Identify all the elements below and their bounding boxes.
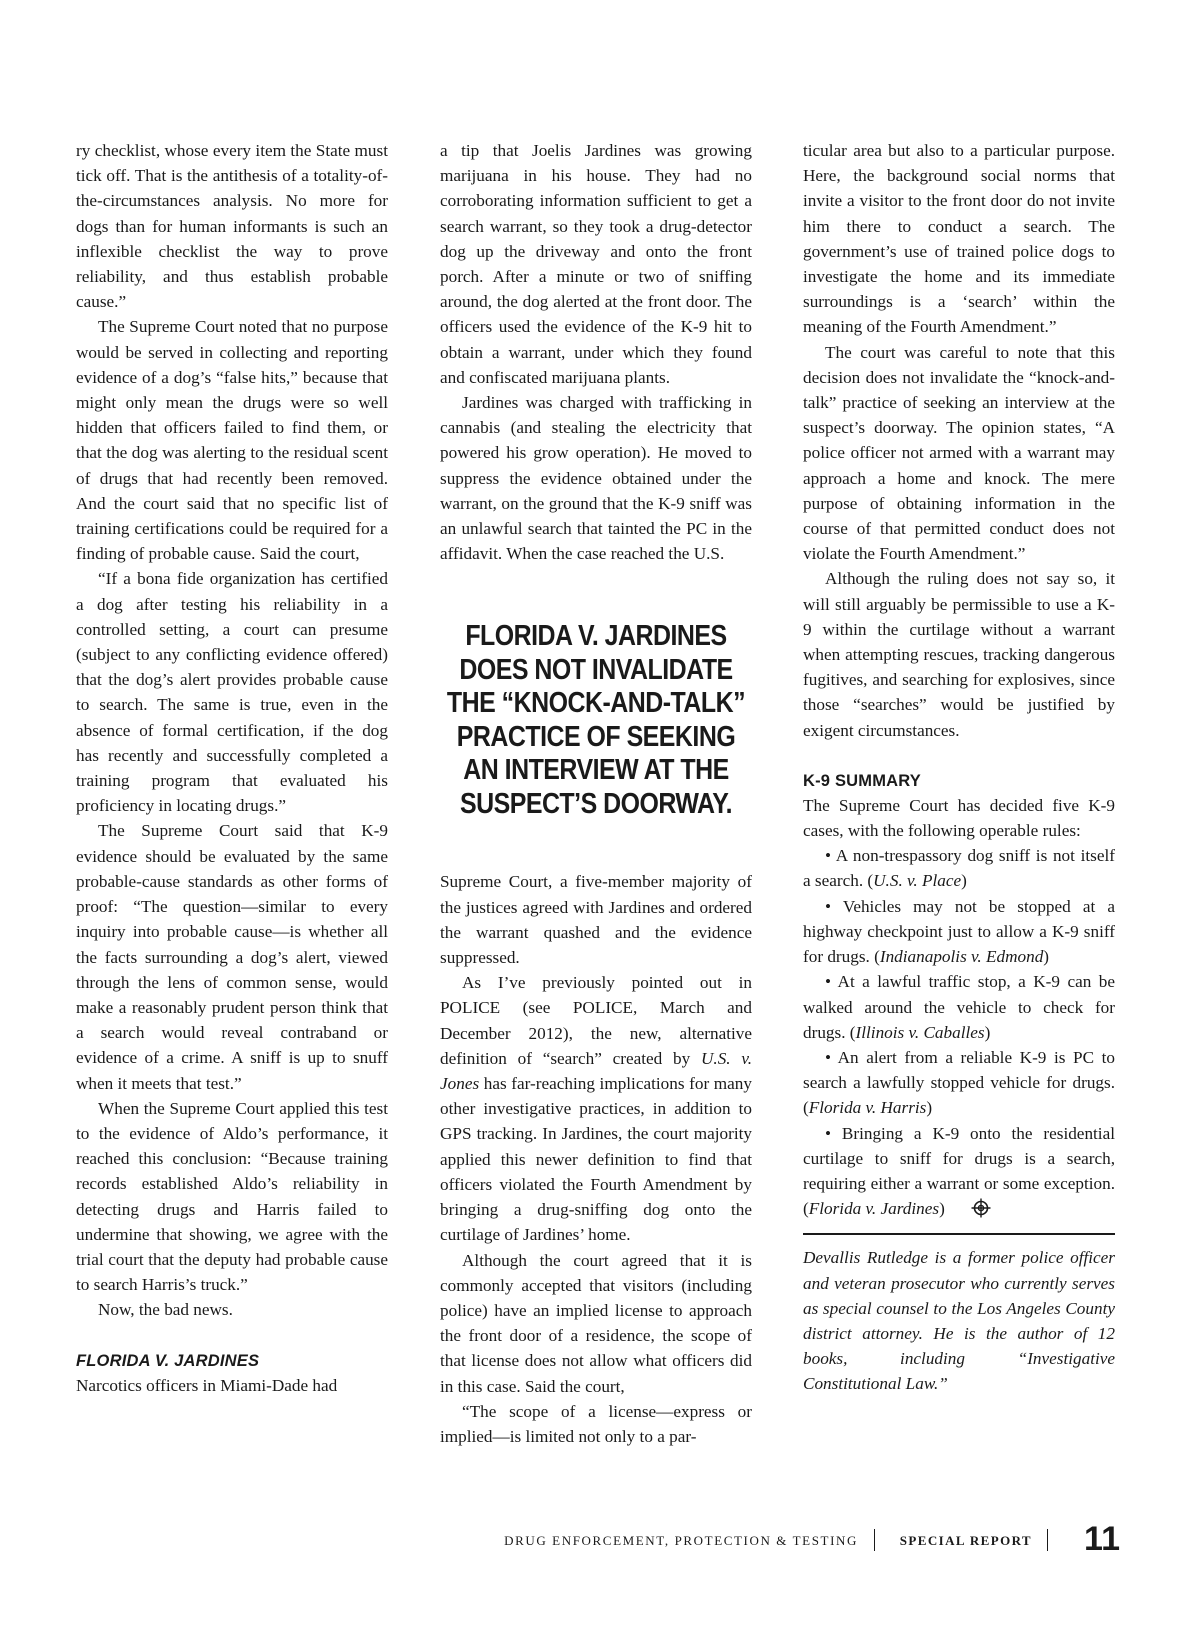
rule-text: • A non-trespassory dog sniff is not itself a search. ( bbox=[803, 846, 1115, 891]
col2-paragraph-4 bbox=[440, 970, 752, 1247]
rule-case-name: Florida v. Jardines bbox=[808, 1199, 940, 1219]
rule-item bbox=[803, 1045, 1115, 1121]
rule-item bbox=[803, 894, 1115, 970]
rule-text: • An alert from a reliable K-9 is PC to search a lawfully stopped vehicle for drugs. ( bbox=[803, 1047, 1115, 1118]
col1-paragraph-7: Narcotics officers in Miami-Dade had bbox=[76, 1375, 338, 1395]
rule-end: ) bbox=[984, 1022, 991, 1042]
bio-divider bbox=[803, 1233, 1115, 1235]
page-footer bbox=[504, 1515, 1120, 1563]
rule-end: ) bbox=[1043, 947, 1050, 967]
col1-paragraph-1: ry checklist, whose every item the State must tick off. That is the antithesis of a totality-of-the-circumstances analysis. No more for dogs than for human informants is such an inflexible checklist the way to prove reliability, and thus establish probable cause.” bbox=[76, 141, 388, 312]
rule-text: • At a lawful traffic stop, a K-9 can be walked around the vehicle to check for drugs. ( bbox=[803, 972, 1115, 1042]
rule-item bbox=[803, 969, 1115, 1045]
col2-quote: “The scope of a license—express or implied—is limited not only to a par- bbox=[440, 1401, 752, 1446]
rule-end: ) bbox=[939, 1199, 945, 1219]
rule-text: • Vehicles may not be stopped at a highway checkpoint just to allow a K-9 sniff for drugs. ( bbox=[803, 896, 1115, 967]
rule-case-name: Illinois v. Caballes bbox=[855, 1022, 985, 1042]
col2-paragraph-1: a tip that Joelis Jardines was growing marijuana in his house. They had no corroborating information sufficient to get a search warrant, so they took a drug-detector dog up the driveway and onto the front porch. After a minute or two of sniffing around, the dog alerted at the front door. The officers used the evidence of the K-9 hit to obtain a warrant, under which they found and confiscated marijuana plants. bbox=[440, 141, 752, 387]
case-name-us-v-jones: U.S. v. Jones bbox=[440, 1048, 753, 1094]
subhead-florida-v-jardines: FLORIDA V. JARDINES bbox=[76, 1351, 260, 1370]
col3-paragraph-1: ticular area but also to a particular purpose. Here, the background social norms that invite a visitor to the front door do not invite him there to conduct a search. The government’s use of trained police dogs to investigate the home and its immediate surroundings is a ‘search’ within the meaning of the Fourth Amendment.” bbox=[803, 141, 1115, 337]
subhead-k9-summary: K-9 SUMMARY bbox=[803, 771, 922, 790]
spacer bbox=[803, 743, 1115, 769]
rule-case-name: U.S. v. Place bbox=[873, 871, 962, 891]
rule-item bbox=[803, 843, 1115, 893]
col2-paragraph-3: Supreme Court, a five-member majority of the justices agreed with Jardines and ordered the warrant quashed and the evidence suppressed. bbox=[440, 872, 752, 968]
column-2 bbox=[440, 138, 752, 1449]
page-number: 11 bbox=[1084, 1520, 1120, 1558]
col3-paragraph-3: Although the ruling does not say so, it will still arguably be permissible to use a K-9 within the curtilage without a warrant when attempting rescues, tracking dangerous fugitives, and searching for explosives, since those “searches” would be justified by exigent circumstances. bbox=[803, 569, 1115, 740]
footer-section-title: DRUG ENFORCEMENT, PROTECTION & TESTING bbox=[504, 1533, 858, 1548]
spacer bbox=[76, 1323, 388, 1349]
pull-quote: FLORIDA V. JARDINES DOES NOT INVALIDATE THE “KNOCK-AND-TALK” PRACTICE OF SEEKING AN INTERVIEW AT THE SUSPECT’S DOORWAY. bbox=[446, 620, 746, 820]
col3-paragraph-2: The court was careful to note that this decision does not invalidate the “knock-and-talk” practice of seeking an interview at the suspect’s doorway. The opinion states, “A police officer not armed with a warrant may approach a home and knock. The mere purpose of obtaining information in the course of that permitted conduct does not violate the Fourth Amendment.” bbox=[803, 342, 1115, 564]
rule-case-name: Florida v. Harris bbox=[808, 1098, 927, 1118]
col2-p4-text-b: has far-reaching implications for many other investigative practices, in addition to GPS tracking. In Jardines, the court majority applied this newer definition to find that officers violated the Fourth Amendment by bringing a drug-sniffing dog onto the curtilage of Jardines’ home. bbox=[440, 1074, 752, 1245]
col2-paragraph-5: Although the court agreed that it is commonly accepted that visitors (including police) have an implied license to approach the front door of a residence, the scope of that license does not allow what officers did in this case. Said the court, bbox=[440, 1250, 752, 1396]
column-3 bbox=[803, 138, 1115, 1397]
rule-end: ) bbox=[961, 871, 967, 891]
footer-report-label: SPECIAL REPORT bbox=[899, 1533, 1032, 1548]
col2-paragraph-2: Jardines was charged with trafficking in cannabis (and stealing the electricity that powered his grow operation). He moved to suppress the evidence obtained under the warrant, on the ground that the K-9 sniff was an unlawful search that tainted the PC in the affidavit. When the case reached the U.S. bbox=[440, 393, 752, 564]
col1-quote-1: “If a bona fide organization has certified a dog after testing his reliability in a controlled setting, a court can presume (subject to any conflicting evidence offered) that the dog’s alert provides probable cause to search. The same is true, even in the absence of formal certification, if the dog has recently and successfully completed a training program that evaluated his proficiency in locating drugs.” bbox=[76, 569, 388, 816]
rule-item bbox=[803, 1121, 1115, 1222]
author-bio: Devallis Rutledge is a former police officer and veteran prosecutor who currently serves as special counsel to the Los Angeles County district attorney. He is the author of 12 books, including “Investigative Constitutional Law.” bbox=[803, 1248, 1115, 1394]
column-1 bbox=[76, 138, 388, 1398]
col2-p4-text-a: As I’ve previously pointed out in POLICE (see POLICE, March and December 2012), the new, alternative definition of “search” created by bbox=[440, 973, 752, 1068]
footer-divider bbox=[874, 1529, 875, 1551]
col1-paragraph-4: The Supreme Court said that K-9 evidence should be evaluated by the same probable-cause standards as other forms of proof: “The question—similar to every inquiry into probable cause—is whether all the facts surrounding a dog’s alert, viewed through the lens of common sense, would make a reasonably prudent person think that a search would reveal contraband or evidence of a crime. A sniff is up to snuff when it meets that test.” bbox=[76, 821, 388, 1093]
rule-end: ) bbox=[926, 1098, 933, 1118]
rule-case-name: Indianapolis v. Edmond bbox=[879, 947, 1044, 967]
col1-paragraph-6: Now, the bad news. bbox=[98, 1300, 233, 1320]
rule-text: • Bringing a K-9 onto the residential curtilage to sniff for drugs is a search, requiring either a warrant or some exception. ( bbox=[803, 1123, 1115, 1219]
footer-divider bbox=[1047, 1529, 1048, 1551]
col1-paragraph-5: When the Supreme Court applied this test to the evidence of Aldo’s performance, it reached this conclusion: “Because training records established Aldo’s reliability in detecting drugs and Harris failed to undermine that showing, we agree with the trial court that the deputy had probable cause to search Harris’s truck.” bbox=[76, 1098, 388, 1295]
crosshair-icon bbox=[949, 1198, 969, 1218]
col1-paragraph-2: The Supreme Court noted that no purpose would be served in collecting and reporting evidence of a dog’s “false hits,” because that might only mean the drugs were so well hidden that officers failed to find them, or that the dog was alerting to the residual scent of drugs that had recently been removed. And the court said that no specific list of training certifications could be required for a finding of probable cause. Said the court, bbox=[76, 317, 388, 564]
k9-summary-intro: The Supreme Court has decided five K-9 cases, with the following operable rules: bbox=[803, 795, 1115, 841]
